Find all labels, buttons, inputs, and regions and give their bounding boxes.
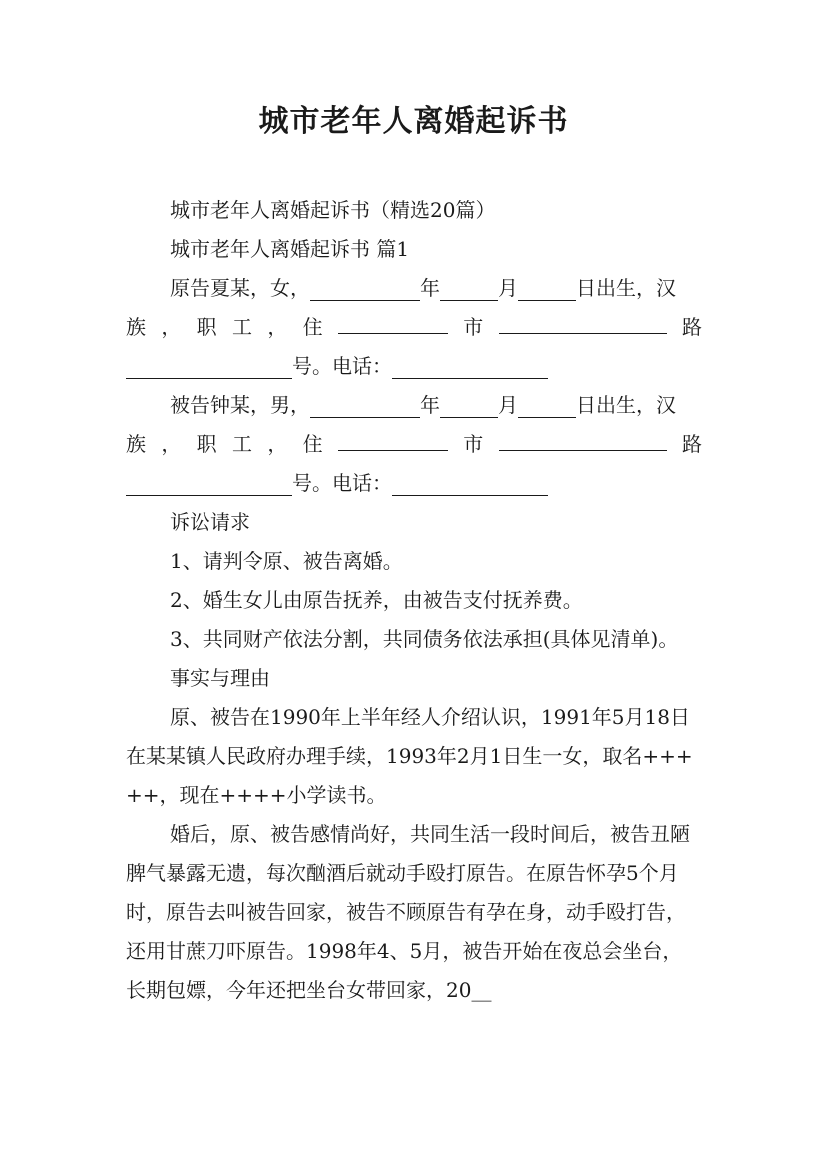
defendant-city-blank [338,426,448,451]
plaintiff-road-blank [499,309,667,334]
plaintiff-day-label: 日出生，汉 [576,276,676,300]
defendant-comma-2: ， [267,432,288,456]
plaintiff-city-blank [338,309,448,334]
defendant-birth-day-blank [518,393,576,418]
defendant-block [126,386,702,503]
plaintiff-line-2 [126,308,702,347]
document-body [126,191,702,1010]
plaintiff-line-3 [126,347,702,386]
defendant-month-label: 月 [498,393,518,417]
defendant-day-label: 日出生，汉 [576,393,676,417]
plaintiff-birth-year-blank [310,276,420,301]
plaintiff-line-1 [126,269,702,308]
defendant-line-2 [126,425,702,464]
plaintiff-block [126,269,702,386]
plaintiff-birth-day-blank [518,276,576,301]
claim-item-1: 1、请判令原、被告离婚。 [170,549,403,573]
claim-item-2: 2、婚生女儿由原告抚养，由被告支付抚养费。 [170,588,583,612]
defendant-birth-month-blank [440,393,498,418]
facts-heading: 事实与理由 [170,666,270,690]
section-heading: 城市老年人离婚起诉书 篇1 [170,237,410,261]
plaintiff-comma-2: ， [267,315,288,339]
defendant-occupation-1: 职 [196,432,217,456]
plaintiff-comma-1: ， [161,315,182,339]
defendant-prefix: 被告钟某，男， [170,393,310,417]
defendant-comma-1: ， [161,432,182,456]
claims-heading: 诉讼请求 [170,510,250,534]
plaintiff-occupation-1: 职 [196,315,217,339]
plaintiff-month-label: 月 [498,276,518,300]
plaintiff-number-blank [126,354,292,379]
plaintiff-city-label: 市 [463,315,484,339]
plaintiff-phone-label: 号。电话： [292,354,392,378]
defendant-occupation-2: 工 [231,432,252,456]
facts-paragraph-2: 婚后，原、被告感情尚好，共同生活一段时间后，被告丑陋脾气暴露无遗，每次酗酒后就动手殴打原告。在原告怀孕5个月时，原告去叫被告回家，被告不顾原告有孕在身，动手殴打告，还用甘蔗刀吓原告。1998年4、5月，被告开始在夜总会坐台，长期包嫖，今年还把坐台女带回家，20__ [126,822,690,1002]
plaintiff-prefix: 原告夏某，女， [170,276,310,300]
defendant-birth-year-blank [310,393,420,418]
facts-paragraph-1: 原、被告在1990年上半年经人介绍认识，1991年5月18日在某某镇人民政府办理手续，1993年2月1日生一女，取名+++++，现在++++小学读书。 [126,705,693,807]
plaintiff-phone-blank [392,354,548,379]
plaintiff-ethnic-suffix: 族 [126,315,146,339]
defendant-residence-label: 住 [302,432,323,456]
plaintiff-occupation-2: 工 [231,315,252,339]
claim-item-3: 3、共同财产依法分割，共同债务依法承担(具体见清单)。 [170,627,679,651]
defendant-line-1 [126,386,702,425]
defendant-ethnic-suffix: 族 [126,432,146,456]
document-title: 城市老年人离婚起诉书 [258,104,569,139]
defendant-road-label: 路 [681,432,702,456]
plaintiff-birth-month-blank [440,276,498,301]
defendant-number-blank [126,471,292,496]
plaintiff-residence-label: 住 [302,315,323,339]
defendant-year-label: 年 [420,393,440,417]
defendant-phone-blank [392,471,548,496]
plaintiff-road-label: 路 [681,315,702,339]
defendant-phone-label: 号。电话： [292,471,392,495]
plaintiff-year-label: 年 [420,276,440,300]
defendant-city-label: 市 [463,432,484,456]
document-subtitle: 城市老年人离婚起诉书（精选20篇） [170,198,496,222]
defendant-line-3 [126,464,702,503]
defendant-road-blank [499,426,667,451]
